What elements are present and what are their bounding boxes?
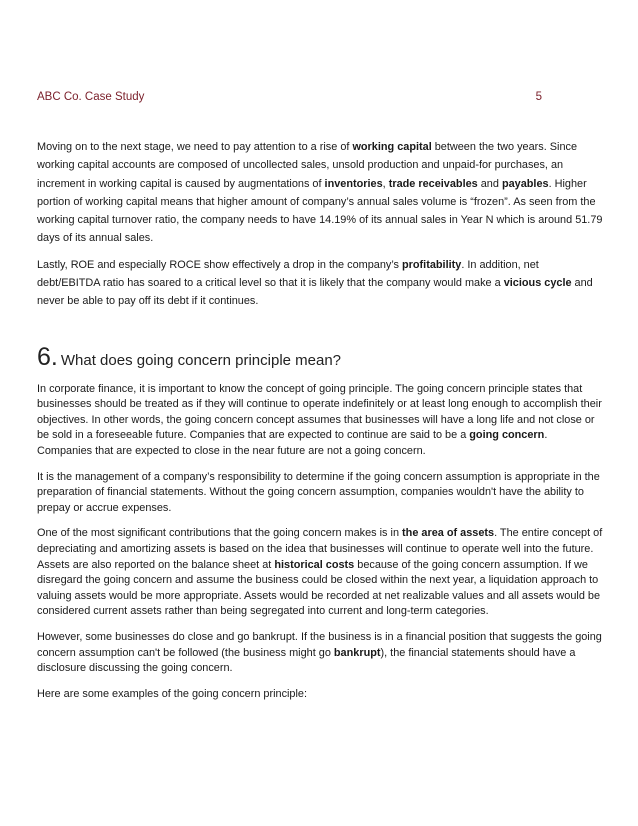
- bold-term: trade receivables: [388, 177, 478, 190]
- section-number: 6.: [37, 342, 58, 371]
- bold-term: bankrupt: [333, 646, 381, 659]
- section-title: What does going concern principle mean?: [60, 351, 342, 369]
- bold-term: the area of assets: [402, 527, 495, 540]
- page-number: 5: [535, 91, 542, 103]
- section-content: [37, 382, 604, 703]
- text-run: because of the going concern assumption. If we disregard the going concern and assume the business could be closed within the next year, a liquidation approach to valuing assets would be more appropriate. Assets would be recorded at net realizable values and all assets would be considered current assets rather than being segregated into current and long-term categories.: [37, 558, 601, 618]
- text-run: Lastly, ROE and especially ROCE show effectively a drop in the company’s: [37, 258, 403, 271]
- paragraph-profitability: [37, 256, 604, 311]
- bold-term: going concern: [469, 429, 545, 442]
- paragraph-working-capital: [37, 138, 604, 248]
- text-run: . In addition, net debt/EBITDA ratio has soared to a critical level so that it is likely that the company would make a: [37, 258, 539, 290]
- text-run: between the two years. Since working capital accounts are composed of uncollected sales, unsold production and unpaid-for purchases, an increment in working capital is caused by augmentations of: [37, 141, 578, 190]
- document-body: [37, 138, 604, 712]
- text-run: In corporate finance, it is important to know the concept of going principle. The going concern principle states that businesses should be treated as if they will continue to operate indefinitely or at least long enough to accomplish their objectives. In other words, the going concern concept assumes that businesses will have a long life and not close or be sold in a foreseeable future. Companies that are expected to continue are said to be a: [37, 382, 602, 442]
- text-run: . Companies that are expected to close in the near future are not a going concern.: [37, 429, 548, 458]
- paragraph-examples-intro: Here are some examples of the going concern principle:: [37, 687, 307, 700]
- text-run: and never be able to pay off its debt if it continues.: [37, 277, 593, 308]
- text-run: . The entire concept of depreciating and amortizing assets is based on the idea that businesses will continue to operate well into the future. Assets are also reported on the balance sheet at: [37, 527, 603, 571]
- text-run: . Higher portion of working capital means that higher amount of company’s annual sales volume is “frozen”. As seen from the working capital turnover ratio, the company needs to have 14.19% of its annual sales in Year N which is around 51.79 days of its annual sales.: [37, 177, 603, 245]
- bold-term: historical costs: [274, 558, 355, 571]
- bold-term: vicious cycle: [503, 277, 572, 290]
- text-run: However, some businesses do close and go bankrupt. If the business is in a financial position that suggests the going concern assumption can't be followed (the business might go: [37, 630, 602, 659]
- paragraph-going-concern-definition: [37, 382, 604, 460]
- section-heading: [37, 342, 604, 372]
- text-run: One of the most significant contributions that the going concern makes is in: [37, 527, 403, 540]
- bold-term: profitability: [402, 258, 462, 271]
- text-run: and: [477, 177, 502, 190]
- page-header: [37, 91, 542, 107]
- text-run: ,: [382, 177, 389, 190]
- bold-term: payables: [501, 177, 549, 190]
- text-run: Moving on to the next stage, we need to pay attention to a rise of: [37, 141, 353, 153]
- paragraph-management-responsibility: It is the management of a company’s responsibility to determine if the going concern assumption is appropriate in the preparation of financial statements. Without the going concern assumption, companies wouldn't have the ability to prepay or accrue expenses.: [37, 470, 600, 514]
- header-title: ABC Co. Case Study: [37, 91, 145, 103]
- bold-term: working capital: [352, 141, 432, 153]
- text-run: ), the financial statements should have a disclosure discussing the going concern.: [37, 646, 576, 675]
- paragraph-bankruptcy: [37, 630, 604, 677]
- paragraph-assets: [37, 526, 604, 620]
- bold-term: inventories: [324, 177, 383, 190]
